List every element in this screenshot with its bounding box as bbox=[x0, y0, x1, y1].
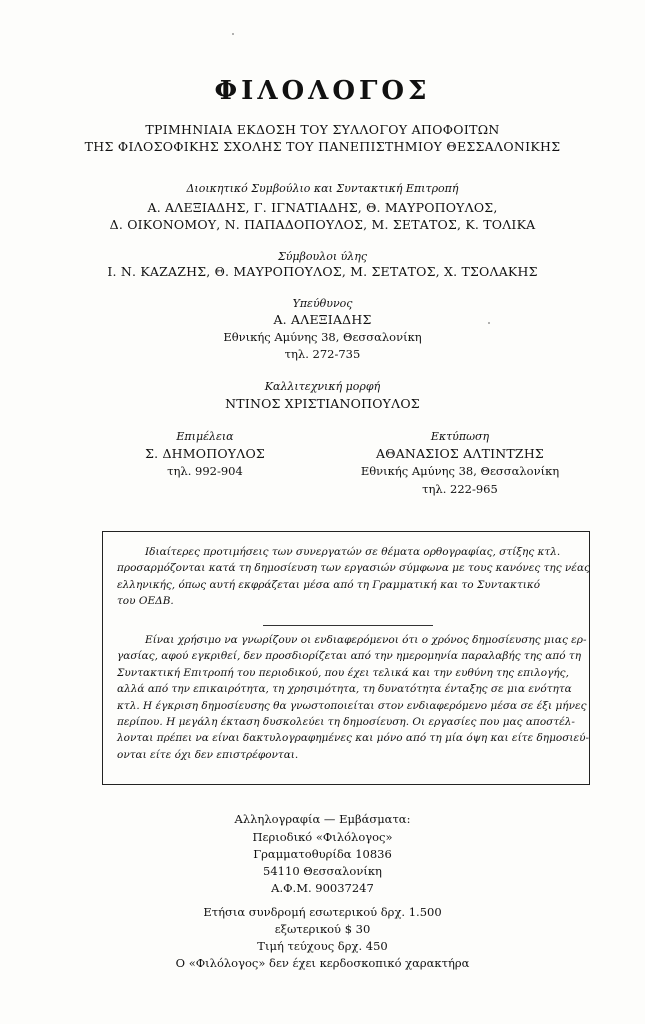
notice-box bbox=[102, 531, 590, 785]
notice-p2-line: Είναι χρήσιμο να γνωρίζουν οι ενδιαφερόμενοι ότι ο χρόνος δημοσίευσης μιας ερ- bbox=[145, 634, 587, 646]
paper-speck bbox=[232, 33, 234, 35]
board-names-line-1: Α. ΑΛΕΞΙΑΔΗΣ, Γ. ΙΓΝΑΤΙΑΔΗΣ, Θ. ΜΑΥΡΟΠΟΥΛΟΣ, bbox=[147, 200, 498, 215]
notice-divider bbox=[263, 625, 433, 626]
correspondence-label: Αλληλογραφία — Εμβάσματα: bbox=[234, 812, 411, 826]
advisors-label: Σύμβουλοι ύλης bbox=[277, 250, 368, 263]
responsible-name: Α. ΑΛΕΞΙΑΔΗΣ bbox=[273, 312, 372, 327]
printing-name: ΑΘΑΝΑΣΙΟΣ ΑΛΤΙΝΤΖΗΣ bbox=[376, 446, 544, 461]
correspondence-line-2: Γραμματοθυρίδα 10836 bbox=[253, 847, 392, 861]
printing-address: Εθνικής Αμύνης 38, Θεσσαλονίκη bbox=[360, 464, 560, 478]
notice-p2-line: λονται πρέπει να είναι δακτυλογραφημένες και μόνο από τη μία όψη και είτε δημοσιεύ- bbox=[117, 732, 590, 745]
editing-label: Επιμέλεια bbox=[176, 430, 234, 443]
editing-phone: τηλ. 992-904 bbox=[167, 464, 243, 478]
issue-price: Τιμή τεύχους δρχ. 450 bbox=[257, 939, 388, 953]
notice-p2-line: Συντακτική Επιτροπή του περιοδικού, που έχει τελικά και την ευθύνη της επιλογής, bbox=[117, 666, 569, 679]
notice-p1-line: προσαρμόζονται κατά τη δημοσίευση των εργασιών σύμφωνα με τους κανόνες της νέας bbox=[117, 562, 590, 575]
paper-speck bbox=[488, 322, 490, 324]
board-label: Διοικητικό Συμβούλιο και Συντακτική Επιτροπή bbox=[186, 182, 459, 195]
correspondence-line-1: Περιοδικό «Φιλόλογος» bbox=[252, 830, 393, 844]
correspondence-line-4: Α.Φ.Μ. 90037247 bbox=[271, 881, 374, 895]
board-names-line-2: Δ. ΟΙΚΟΝΟΜΟΥ, Ν. ΠΑΠΑΔΟΠΟΥΛΟΣ, Μ. ΣΕΤΑΤΟΣ, Κ. ΤΟΛΙΚΑ bbox=[109, 217, 536, 232]
notice-p2-line: περίπου. Η μεγάλη έκταση δυσκολεύει τη δημοσίευση. Οι εργασίες που μας αποστέλ- bbox=[117, 716, 575, 729]
responsible-phone: τηλ. 272-735 bbox=[284, 347, 361, 361]
notice-p2-line: αλλά από την επικαιρότητα, τη χρησιμότητα, τη δυνατότητα ένταξης σε μια ενότητα bbox=[117, 683, 572, 696]
notice-p1-line: του ΟΕΔΒ. bbox=[117, 595, 174, 608]
notice-p2-line: γασίας, αφού εγκριθεί, δεν προσδιορίζεται από την ημερομηνία παραλαβής της από τη bbox=[117, 650, 581, 663]
printing-phone: τηλ. 222-965 bbox=[422, 482, 498, 496]
art-label: Καλλιτεχνική μορφή bbox=[264, 380, 381, 393]
subtitle-line-2: ΤΗΣ ΦΙΛΟΣΟΦΙΚΗΣ ΣΧΟΛΗΣ ΤΟΥ ΠΑΝΕΠΙΣΤΗΜΙΟΥ ΘΕΣΣΑΛΟΝΙΚΗΣ bbox=[84, 139, 561, 154]
subscription-domestic: Ετήσια συνδρομή εσωτερικού δρχ. 1.500 bbox=[203, 905, 442, 919]
subscription-foreign: εξωτερικού $ 30 bbox=[274, 922, 371, 936]
responsible-label: Υπεύθυνος bbox=[292, 297, 353, 310]
responsible-address: Εθνικής Αμύνης 38, Θεσσαλονίκη bbox=[223, 330, 422, 344]
subtitle-line-1: ΤΡΙΜΗΝΙΑΙΑ ΕΚΔΟΣΗ ΤΟΥ ΣΥΛΛΟΓΟΥ ΑΠΟΦΟΙΤΩΝ bbox=[145, 122, 500, 137]
notice-p2-line: κτλ. Η έγκριση δημοσίευσης θα γνωστοποιείται στον ενδιαφερόμενο μέσα σε έξι μήνες bbox=[117, 699, 587, 712]
art-name: ΝΤΙΝΟΣ ΧΡΙΣΤΙΑΝΟΠΟΥΛΟΣ bbox=[225, 396, 420, 411]
printing-label: Εκτύπωση bbox=[430, 430, 490, 443]
notice-p1-line: Ιδιαίτερες προτιμήσεις των συνεργατών σε θέματα ορθογραφίας, στίξης κτλ. bbox=[145, 546, 561, 558]
correspondence-line-3: 54110 Θεσσαλονίκη bbox=[263, 864, 382, 878]
notice-p1-line: ελληνικής, όπως αυτή εκφράζεται μέσα από τη Γραμματική και το Συντακτικό bbox=[117, 578, 541, 591]
journal-title: ΦΙΛΟΛΟΓΟΣ bbox=[214, 76, 431, 106]
notice-p2-line: ονται είτε όχι δεν επιστρέφονται. bbox=[117, 748, 299, 761]
advisors-names: Ι. Ν. ΚΑΖΑΖΗΣ, Θ. ΜΑΥΡΟΠΟΥΛΟΣ, Μ. ΣΕΤΑΤΟΣ, Χ. ΤΣΟΛΑΚΗΣ bbox=[107, 264, 538, 279]
notice-paragraph-2 bbox=[117, 632, 590, 763]
notice-paragraph-1 bbox=[117, 544, 590, 610]
editing-name: Σ. ΔΗΜΟΠΟΥΛΟΣ bbox=[145, 446, 265, 461]
nonprofit-note: Ο «Φιλόλογος» δεν έχει κερδοσκοπικό χαρακτήρα bbox=[175, 956, 470, 970]
